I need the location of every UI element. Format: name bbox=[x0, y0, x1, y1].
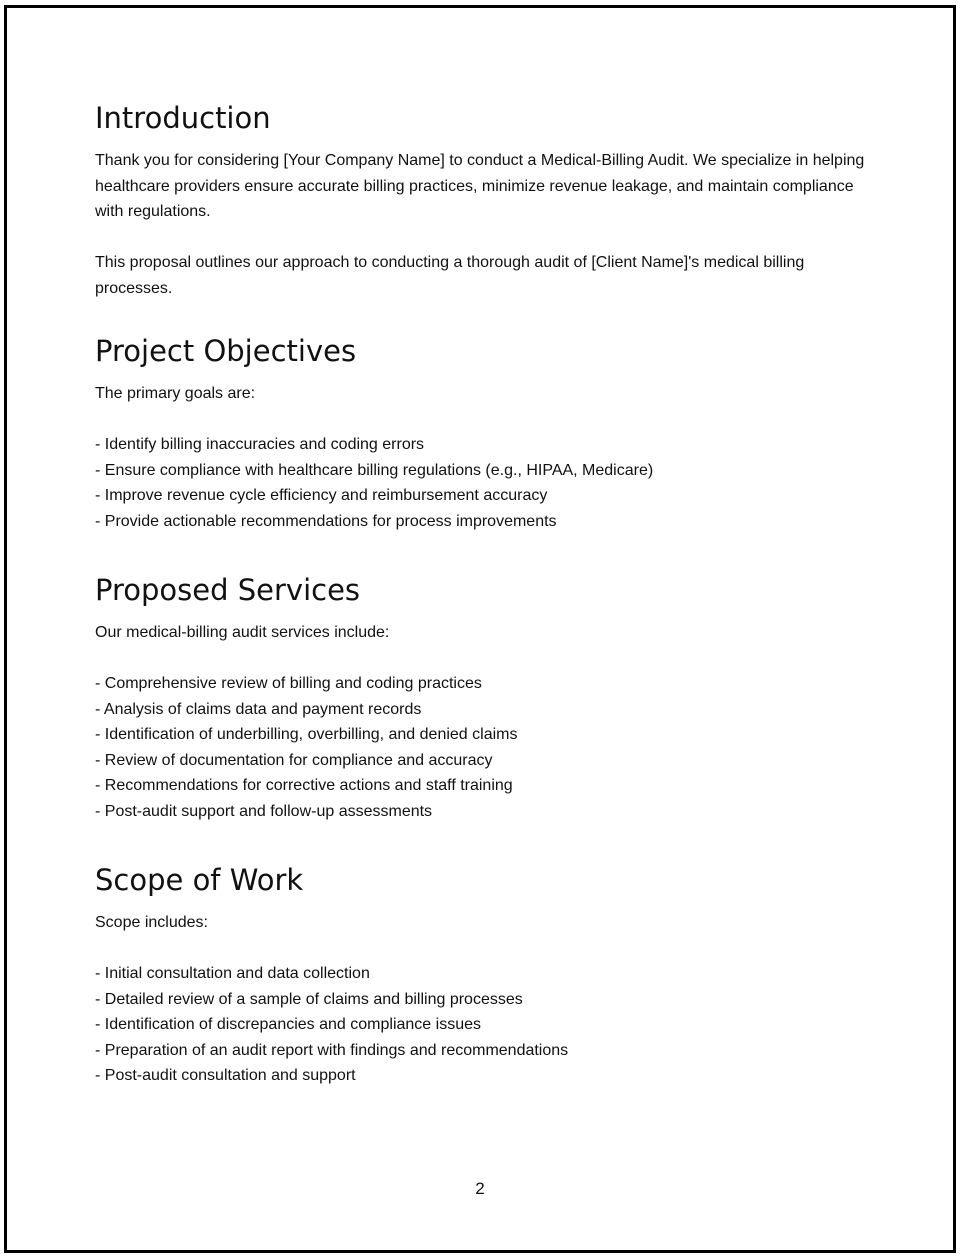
section-introduction bbox=[95, 100, 875, 301]
objectives-list bbox=[95, 432, 875, 534]
list-item: - Post-audit support and follow-up assessments bbox=[95, 802, 433, 820]
document-body bbox=[95, 100, 875, 1127]
services-list bbox=[95, 671, 875, 824]
list-item: - Improve revenue cycle efficiency and reimbursement accuracy bbox=[95, 487, 548, 504]
section-intro: Our medical-billing audit services include: bbox=[95, 624, 390, 641]
list-item: - Analysis of claims data and payment records bbox=[95, 700, 422, 718]
list-item: - Initial consultation and data collection bbox=[95, 965, 370, 982]
page-number: 2 bbox=[475, 1179, 485, 1198]
list-item: - Recommendations for corrective actions and staff training bbox=[95, 777, 513, 794]
list-item: - Identification of underbilling, overbilling, and denied claims bbox=[95, 726, 518, 743]
paragraph: This proposal outlines our approach to conducting a thorough audit of [Client Name]'s medical billing processes. bbox=[95, 254, 805, 297]
section-proposed-services bbox=[95, 572, 875, 824]
section-heading: Project Objectives bbox=[95, 334, 357, 368]
list-item: - Ensure compliance with healthcare billing regulations (e.g., HIPAA, Medicare) bbox=[95, 461, 654, 479]
list-item: - Preparation of an audit report with findings and recommendations bbox=[95, 1041, 569, 1059]
section-heading: Scope of Work bbox=[95, 863, 304, 897]
list-item: - Provide actionable recommendations for process improvements bbox=[95, 512, 557, 530]
list-item: - Detailed review of a sample of claims and billing processes bbox=[95, 990, 523, 1008]
section-scope-of-work bbox=[95, 862, 875, 1089]
section-project-objectives bbox=[95, 333, 875, 534]
section-intro: Scope includes: bbox=[95, 914, 208, 931]
paragraph: Thank you for considering [Your Company Name] to conduct a Medical-Billing Audit. We specialize in helping healthcare providers ensure accurate billing practices, minimize revenue leakage, and maintain compliance with regulations. bbox=[95, 152, 865, 220]
section-heading: Proposed Services bbox=[95, 573, 361, 607]
list-item: - Comprehensive review of billing and coding practices bbox=[95, 675, 482, 692]
list-item: - Identification of discrepancies and compliance issues bbox=[95, 1016, 481, 1033]
section-heading: Introduction bbox=[95, 101, 271, 135]
list-item: - Review of documentation for compliance and accuracy bbox=[95, 751, 493, 769]
section-intro: The primary goals are: bbox=[95, 385, 256, 402]
list-item: - Identify billing inaccuracies and coding errors bbox=[95, 436, 425, 453]
scope-list bbox=[95, 961, 875, 1089]
list-item: - Post-audit consultation and support bbox=[95, 1067, 356, 1084]
